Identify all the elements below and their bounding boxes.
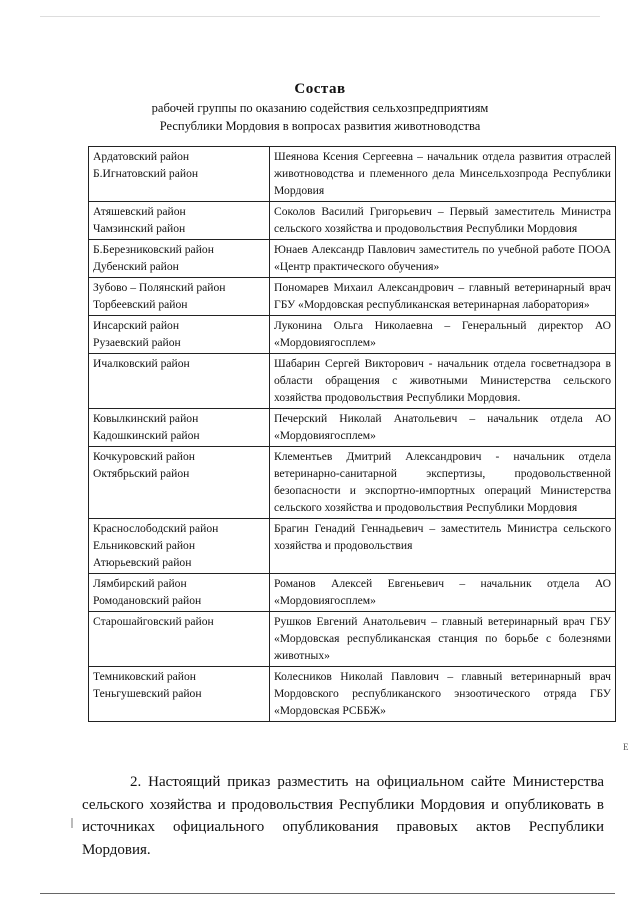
responsible-person-cell: Брагин Генадий Геннадьевич – заместитель Министра сельского хозяйства и продовольствия — [270, 519, 616, 574]
table-row — [89, 574, 616, 612]
district-name: Чамзинский район — [93, 222, 186, 235]
order-paragraph: 2. Настоящий приказ разместить на официальном сайте Министерства сельского хозяйства и продовольствия Республики Мордовия и опубликовать в источниках официального опубликования правовых актов Республики Мордовия. — [82, 774, 604, 858]
district-name: Торбеевский район — [93, 298, 188, 311]
districts-cell — [89, 354, 270, 409]
table-row — [89, 354, 616, 409]
responsible-person-cell: Печерский Николай Анатольевич – начальник отдела АО «Мордовиягосплем» — [270, 409, 616, 447]
district-name: Инсарский район — [93, 319, 180, 332]
districts-cell — [89, 447, 270, 519]
margin-tick — [71, 818, 73, 828]
working-group-table-body — [89, 147, 616, 722]
district-name: Ичалковский район — [93, 357, 190, 370]
district-name: Краснослободский район — [93, 522, 219, 535]
table-row — [89, 316, 616, 354]
district-name: Октябрьский район — [93, 467, 190, 480]
districts-cell — [89, 202, 270, 240]
responsible-person-cell: Колесников Николай Павлович – главный ветеринарный врач Мордовского республиканского энзоотического отряда ГБУ «Мордовская РСББЖ» — [270, 667, 616, 722]
page-title: Состав — [294, 81, 346, 97]
district-name: Лямбирский район — [93, 577, 187, 590]
responsible-person-cell: Рушков Евгений Анатольевич – главный ветеринарный врач ГБУ «Мордовская республиканская станция по борьбе с болезнями животных» — [270, 612, 616, 667]
subtitle-line-2: Республики Мордовия в вопросах развития животноводства — [159, 119, 481, 133]
responsible-person-cell: Шабарин Сергей Викторович - начальник отдела госветнадзора в области обращения с животными Министерства сельского хозяйства продовольствия Республики Мордовия. — [270, 354, 616, 409]
table-row — [89, 667, 616, 722]
district-name: Атяшевский район — [93, 205, 186, 218]
district-name: Б.Игнатовский район — [93, 167, 199, 180]
table-row — [89, 202, 616, 240]
districts-cell — [89, 574, 270, 612]
table-row — [89, 519, 616, 574]
subtitle-line-1: рабочей группы по оказанию содействия сельхозпредприятиям — [151, 101, 489, 115]
responsible-person-cell: Соколов Василий Григорьевич – Первый заместитель Министра сельского хозяйства и продовольствия Республики Мордовия — [270, 202, 616, 240]
table-row — [89, 240, 616, 278]
district-name: Ельниковский район — [93, 539, 196, 552]
working-group-table — [88, 146, 616, 722]
responsible-person-cell: Юнаев Александр Павлович заместитель по учебной работе ПООА «Центр практического обучения» — [270, 240, 616, 278]
district-name: Ковылкинский район — [93, 412, 199, 425]
scan-artifact-line — [40, 16, 600, 17]
district-name: Кочкуровский район — [93, 450, 195, 463]
table-row — [89, 278, 616, 316]
responsible-person-cell: Пономарев Михаил Александрович – главный ветеринарный врач ГБУ «Мордовская республиканская ветеринарная лаборатория» — [270, 278, 616, 316]
districts-cell — [89, 147, 270, 202]
district-name: Темниковский район — [93, 670, 197, 683]
districts-cell — [89, 667, 270, 722]
district-name: Атюрьевский район — [93, 556, 192, 569]
districts-cell — [89, 612, 270, 667]
districts-cell — [89, 409, 270, 447]
district-name: Ардатовский район — [93, 150, 190, 163]
districts-cell — [89, 519, 270, 574]
district-name: Б.Березниковский район — [93, 243, 214, 256]
responsible-person-cell: Романов Алексей Евгеньевич – начальник отдела АО «Мордовиягосплем» — [270, 574, 616, 612]
districts-cell — [89, 278, 270, 316]
district-name: Старошайговский район — [93, 615, 214, 628]
table-row — [89, 612, 616, 667]
district-name: Ромодановский район — [93, 594, 202, 607]
responsible-person-cell: Шеянова Ксения Сергеевна – начальник отдела развития отраслей животноводства и племенного дела Минсельхозпрода Республики Мордовия — [270, 147, 616, 202]
responsible-person-cell: Клементьев Дмитрий Александрович - начальник отдела ветеринарно-санитарной экспертизы, продовольственной безопасности и экспортно-импортных операций Министерства сельского хозяйства и продовольствия Республики Мордовия — [270, 447, 616, 519]
districts-cell — [89, 240, 270, 278]
table-row — [89, 409, 616, 447]
district-name: Зубово – Полянский район — [93, 281, 226, 294]
district-name: Теньгушевский район — [93, 687, 202, 700]
district-name: Рузаевский район — [93, 336, 181, 349]
districts-cell — [89, 316, 270, 354]
district-name: Дубенский район — [93, 260, 179, 273]
responsible-person-cell: Луконина Ольга Николаевна – Генеральный директор АО «Мордовиягосплем» — [270, 316, 616, 354]
table-row — [89, 447, 616, 519]
footer-rule — [40, 893, 615, 894]
edge-mark: Е — [623, 742, 629, 752]
district-name: Кадошкинский район — [93, 429, 200, 442]
table-row — [89, 147, 616, 202]
